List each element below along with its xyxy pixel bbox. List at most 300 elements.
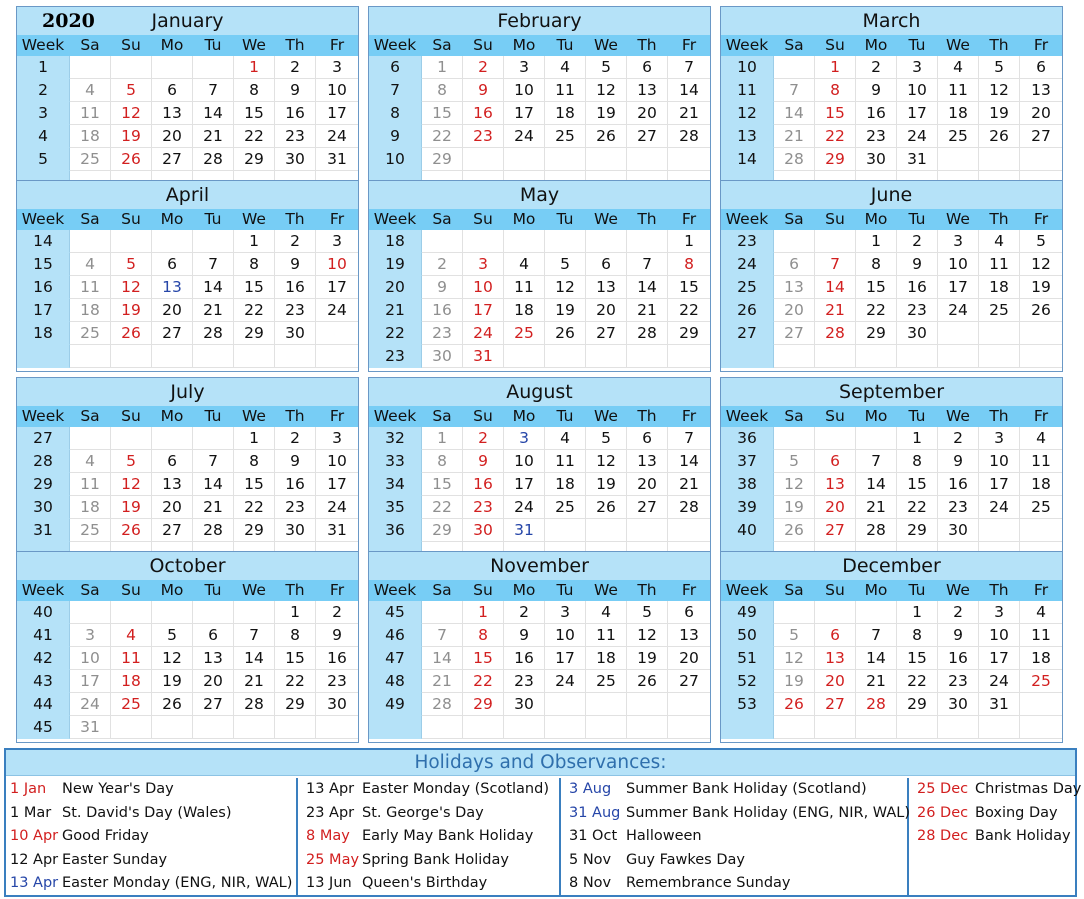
weekday-header: Th (275, 35, 316, 56)
day-cell: 20 (152, 496, 193, 519)
day-cell: 30 (463, 519, 504, 542)
holiday-item (561, 825, 907, 849)
day-cell (627, 230, 668, 253)
week-number: 45 (17, 716, 70, 739)
day-cell: 7 (627, 253, 668, 276)
weekday-header: Su (815, 406, 856, 427)
day-cell: 22 (234, 299, 275, 322)
day-cell: 26 (586, 496, 627, 519)
day-cell: 3 (545, 601, 586, 624)
day-cell: 7 (193, 450, 234, 473)
day-cell: 11 (1020, 624, 1062, 647)
weekday-header: Fr (1020, 209, 1062, 230)
weekday-header: Su (463, 406, 504, 427)
day-cell: 7 (193, 79, 234, 102)
day-cell: 15 (275, 647, 316, 670)
day-cell: 23 (856, 125, 897, 148)
day-cell: 6 (668, 601, 710, 624)
day-cell: 20 (193, 670, 234, 693)
holiday-name: Good Friday (62, 828, 149, 845)
day-cell: 14 (193, 102, 234, 125)
day-cell (1020, 322, 1062, 345)
day-cell (422, 601, 463, 624)
day-cell: 8 (234, 79, 275, 102)
month-grid (721, 35, 1062, 194)
holiday-name: Christmas Day (975, 781, 1082, 797)
week-number: 30 (17, 496, 70, 519)
day-cell (627, 716, 668, 739)
day-cell: 18 (545, 102, 586, 125)
day-cell: 15 (234, 276, 275, 299)
day-cell: 1 (422, 427, 463, 450)
day-cell: 10 (504, 79, 545, 102)
day-cell: 22 (234, 496, 275, 519)
holiday-name: Easter Sunday (62, 851, 168, 868)
month-title (369, 552, 710, 580)
day-cell: 17 (316, 473, 358, 496)
day-cell: 2 (422, 253, 463, 276)
day-cell: 11 (111, 647, 152, 670)
day-cell: 13 (815, 473, 856, 496)
day-cell (422, 230, 463, 253)
day-cell: 13 (152, 473, 193, 496)
day-cell: 24 (979, 496, 1020, 519)
day-cell: 12 (586, 79, 627, 102)
holiday-item (909, 825, 1075, 849)
week-column-header: Week (17, 35, 70, 56)
month-grid (17, 209, 358, 368)
day-cell (815, 716, 856, 739)
weekday-header: Mo (504, 209, 545, 230)
weekday-header: Su (463, 35, 504, 56)
holiday-date: 28 Dec (917, 828, 969, 845)
weekday-header: Fr (1020, 406, 1062, 427)
holiday-item (909, 778, 1082, 802)
day-cell: 22 (422, 125, 463, 148)
day-cell: 17 (316, 102, 358, 125)
day-cell: 14 (234, 647, 275, 670)
month-grid (17, 406, 358, 565)
day-cell: 12 (1020, 253, 1062, 276)
weekday-header: We (586, 35, 627, 56)
holidays-column (561, 778, 909, 896)
day-cell: 25 (70, 519, 111, 542)
day-cell: 1 (856, 230, 897, 253)
week-number: 41 (17, 624, 70, 647)
holidays-title: Holidays and Observances: (6, 750, 1075, 776)
holiday-date: 31 Oct (569, 828, 618, 845)
day-cell: 17 (504, 102, 545, 125)
weekday-header: Sa (422, 580, 463, 601)
day-cell: 28 (193, 148, 234, 171)
day-cell (586, 148, 627, 171)
day-cell: 4 (70, 79, 111, 102)
day-cell (504, 716, 545, 739)
day-cell: 10 (504, 450, 545, 473)
holiday-name: Spring Bank Holiday (362, 851, 509, 868)
day-cell: 2 (316, 601, 358, 624)
day-cell: 13 (193, 647, 234, 670)
day-cell: 18 (111, 670, 152, 693)
day-cell: 17 (979, 647, 1020, 670)
weekday-header: Tu (545, 406, 586, 427)
holiday-item (298, 872, 559, 896)
month-title (721, 7, 1062, 35)
day-cell: 20 (627, 473, 668, 496)
week-number (17, 345, 70, 368)
day-cell: 17 (316, 276, 358, 299)
week-number: 42 (17, 647, 70, 670)
day-cell: 15 (234, 473, 275, 496)
weekday-header: Su (111, 35, 152, 56)
holiday-date: 25 May (306, 851, 360, 868)
week-number: 23 (369, 345, 422, 368)
day-cell: 20 (1020, 102, 1062, 125)
day-cell: 15 (815, 102, 856, 125)
week-number: 1 (17, 56, 70, 79)
weekday-header: Su (815, 209, 856, 230)
day-cell: 16 (897, 276, 938, 299)
day-cell (504, 345, 545, 368)
week-number: 21 (369, 299, 422, 322)
day-cell: 8 (463, 624, 504, 647)
day-cell: 13 (815, 647, 856, 670)
day-cell: 30 (938, 519, 979, 542)
day-cell: 30 (504, 693, 545, 716)
day-cell: 15 (463, 647, 504, 670)
week-column-header: Week (721, 209, 774, 230)
month-grid (369, 580, 710, 739)
day-cell: 13 (586, 276, 627, 299)
day-cell (897, 716, 938, 739)
holidays-panel (4, 748, 1082, 897)
day-cell: 17 (897, 102, 938, 125)
day-cell: 18 (545, 473, 586, 496)
day-cell: 24 (316, 125, 358, 148)
weekday-header: We (938, 580, 979, 601)
day-cell: 19 (774, 496, 815, 519)
week-number: 40 (17, 601, 70, 624)
month-june (720, 180, 1063, 372)
weekday-header: Sa (70, 580, 111, 601)
month-title (369, 378, 710, 406)
month-grid (17, 35, 358, 194)
day-cell: 18 (938, 102, 979, 125)
day-cell: 14 (422, 647, 463, 670)
day-cell: 19 (774, 670, 815, 693)
week-number: 36 (721, 427, 774, 450)
weekday-header: Tu (545, 580, 586, 601)
day-cell: 13 (627, 79, 668, 102)
day-cell (938, 322, 979, 345)
holiday-item (909, 802, 1075, 826)
holiday-date: 23 Apr (306, 804, 355, 821)
day-cell: 19 (627, 647, 668, 670)
day-cell (545, 148, 586, 171)
week-number: 7 (369, 79, 422, 102)
day-cell: 31 (316, 148, 358, 171)
week-number: 14 (17, 230, 70, 253)
week-number: 25 (721, 276, 774, 299)
day-cell: 31 (979, 693, 1020, 716)
week-number: 27 (17, 427, 70, 450)
weekday-header: Fr (1020, 580, 1062, 601)
day-cell (193, 716, 234, 739)
day-cell: 19 (1020, 276, 1062, 299)
day-cell: 19 (586, 473, 627, 496)
day-cell: 3 (316, 230, 358, 253)
month-july (16, 377, 359, 569)
day-cell: 21 (815, 299, 856, 322)
month-grid (721, 580, 1062, 739)
month-title (721, 181, 1062, 209)
week-number (369, 716, 422, 739)
day-cell: 1 (234, 427, 275, 450)
day-cell: 27 (627, 496, 668, 519)
day-cell (545, 716, 586, 739)
holiday-item (298, 802, 559, 826)
day-cell (979, 322, 1020, 345)
week-number: 10 (721, 56, 774, 79)
week-column-header: Week (369, 580, 422, 601)
weekday-header: We (938, 35, 979, 56)
month-february (368, 6, 711, 198)
week-number: 11 (721, 79, 774, 102)
day-cell: 7 (193, 253, 234, 276)
day-cell: 9 (463, 79, 504, 102)
holiday-name: Summer Bank Holiday (ENG, NIR, WAL) (626, 804, 911, 821)
month-grid (721, 209, 1062, 368)
day-cell: 16 (275, 276, 316, 299)
week-number: 34 (369, 473, 422, 496)
day-cell: 5 (111, 79, 152, 102)
day-cell (234, 601, 275, 624)
day-cell: 11 (938, 79, 979, 102)
day-cell (938, 345, 979, 368)
day-cell: 12 (774, 647, 815, 670)
day-cell (70, 230, 111, 253)
day-cell: 1 (815, 56, 856, 79)
day-cell (111, 56, 152, 79)
day-cell: 28 (627, 322, 668, 345)
weekday-header: Mo (152, 406, 193, 427)
day-cell: 17 (979, 473, 1020, 496)
day-cell: 7 (422, 624, 463, 647)
weekday-header: Sa (70, 209, 111, 230)
day-cell: 26 (152, 693, 193, 716)
day-cell: 4 (70, 253, 111, 276)
day-cell (234, 716, 275, 739)
weekday-header: Th (275, 406, 316, 427)
day-cell: 22 (668, 299, 710, 322)
day-cell: 6 (193, 624, 234, 647)
weekday-header: Fr (316, 406, 358, 427)
day-cell: 29 (463, 693, 504, 716)
holiday-item (561, 802, 911, 826)
day-cell: 21 (627, 299, 668, 322)
day-cell: 17 (938, 276, 979, 299)
week-number: 6 (369, 56, 422, 79)
week-number: 50 (721, 624, 774, 647)
day-cell (316, 716, 358, 739)
day-cell: 26 (586, 125, 627, 148)
day-cell: 23 (422, 322, 463, 345)
day-cell: 23 (897, 299, 938, 322)
day-cell: 25 (979, 299, 1020, 322)
day-cell: 14 (193, 276, 234, 299)
week-number: 44 (17, 693, 70, 716)
day-cell: 10 (316, 450, 358, 473)
day-cell: 27 (668, 670, 710, 693)
day-cell: 10 (463, 276, 504, 299)
day-cell: 29 (422, 148, 463, 171)
day-cell: 20 (152, 125, 193, 148)
day-cell: 5 (1020, 230, 1062, 253)
holiday-name: Easter Monday (Scotland) (362, 781, 549, 797)
holiday-name: Queen's Birthday (362, 875, 488, 892)
day-cell (774, 601, 815, 624)
day-cell (938, 716, 979, 739)
day-cell: 27 (152, 519, 193, 542)
day-cell (668, 345, 710, 368)
day-cell: 11 (70, 102, 111, 125)
day-cell: 16 (938, 647, 979, 670)
day-cell: 5 (111, 450, 152, 473)
day-cell: 3 (504, 56, 545, 79)
week-number: 18 (369, 230, 422, 253)
day-cell: 24 (545, 670, 586, 693)
week-number: 33 (369, 450, 422, 473)
day-cell (545, 693, 586, 716)
holiday-date: 1 Jan (10, 781, 47, 797)
day-cell: 11 (979, 253, 1020, 276)
day-cell: 8 (897, 450, 938, 473)
day-cell: 21 (668, 473, 710, 496)
weekday-header: Sa (70, 406, 111, 427)
day-cell: 14 (774, 102, 815, 125)
day-cell: 25 (545, 496, 586, 519)
day-cell: 19 (111, 496, 152, 519)
day-cell: 26 (627, 670, 668, 693)
day-cell: 22 (422, 496, 463, 519)
day-cell: 3 (463, 253, 504, 276)
month-name: July (170, 381, 205, 403)
day-cell: 11 (586, 624, 627, 647)
day-cell: 6 (152, 79, 193, 102)
weekday-header: Tu (897, 209, 938, 230)
day-cell: 24 (316, 299, 358, 322)
day-cell: 30 (938, 693, 979, 716)
week-number: 13 (721, 125, 774, 148)
day-cell: 2 (275, 427, 316, 450)
week-number: 16 (17, 276, 70, 299)
week-number: 14 (721, 148, 774, 171)
day-cell: 31 (316, 519, 358, 542)
day-cell (111, 230, 152, 253)
day-cell: 31 (70, 716, 111, 739)
day-cell: 23 (275, 299, 316, 322)
day-cell (152, 427, 193, 450)
day-cell (627, 148, 668, 171)
weekday-header: Tu (193, 580, 234, 601)
day-cell: 5 (545, 253, 586, 276)
day-cell: 26 (545, 322, 586, 345)
day-cell: 6 (627, 56, 668, 79)
weekday-header: Su (815, 35, 856, 56)
day-cell: 5 (152, 624, 193, 647)
day-cell: 20 (815, 496, 856, 519)
day-cell: 27 (627, 125, 668, 148)
weekday-header: Mo (152, 35, 193, 56)
day-cell: 16 (504, 647, 545, 670)
day-cell: 1 (897, 427, 938, 450)
day-cell: 10 (897, 79, 938, 102)
weekday-header: Sa (422, 406, 463, 427)
day-cell: 1 (234, 56, 275, 79)
day-cell (586, 716, 627, 739)
week-number: 9 (369, 125, 422, 148)
holiday-date: 3 Aug (569, 781, 612, 797)
week-column-header: Week (17, 209, 70, 230)
weekday-header: We (586, 406, 627, 427)
day-cell: 16 (463, 473, 504, 496)
day-cell: 27 (815, 519, 856, 542)
day-cell: 6 (815, 450, 856, 473)
day-cell: 28 (668, 125, 710, 148)
day-cell: 29 (422, 519, 463, 542)
day-cell: 3 (504, 427, 545, 450)
week-number: 18 (17, 322, 70, 345)
weekday-header: Th (979, 35, 1020, 56)
holiday-name: New Year's Day (62, 781, 174, 797)
day-cell (815, 345, 856, 368)
holiday-date: 8 May (306, 828, 350, 845)
day-cell: 15 (234, 102, 275, 125)
day-cell: 4 (545, 56, 586, 79)
day-cell: 10 (70, 647, 111, 670)
holiday-item (561, 849, 907, 873)
day-cell: 29 (234, 148, 275, 171)
day-cell: 20 (152, 299, 193, 322)
day-cell: 18 (504, 299, 545, 322)
day-cell: 3 (70, 624, 111, 647)
day-cell: 12 (979, 79, 1020, 102)
weekday-header: Fr (316, 35, 358, 56)
weekday-header: Fr (668, 580, 710, 601)
holiday-item (6, 778, 296, 802)
day-cell: 2 (938, 601, 979, 624)
day-cell: 7 (668, 56, 710, 79)
day-cell (504, 230, 545, 253)
day-cell: 9 (275, 79, 316, 102)
month-grid (721, 406, 1062, 565)
week-number: 23 (721, 230, 774, 253)
day-cell: 10 (979, 450, 1020, 473)
day-cell: 11 (1020, 450, 1062, 473)
day-cell: 26 (111, 148, 152, 171)
month-grid (369, 406, 710, 565)
day-cell: 30 (275, 519, 316, 542)
weekday-header: Tu (897, 580, 938, 601)
holiday-date: 13 Jun (306, 875, 352, 892)
day-cell: 23 (275, 125, 316, 148)
holiday-date: 5 Nov (569, 851, 612, 868)
month-title (721, 552, 1062, 580)
month-grid (369, 209, 710, 368)
day-cell: 9 (275, 253, 316, 276)
day-cell: 19 (979, 102, 1020, 125)
day-cell: 10 (316, 79, 358, 102)
